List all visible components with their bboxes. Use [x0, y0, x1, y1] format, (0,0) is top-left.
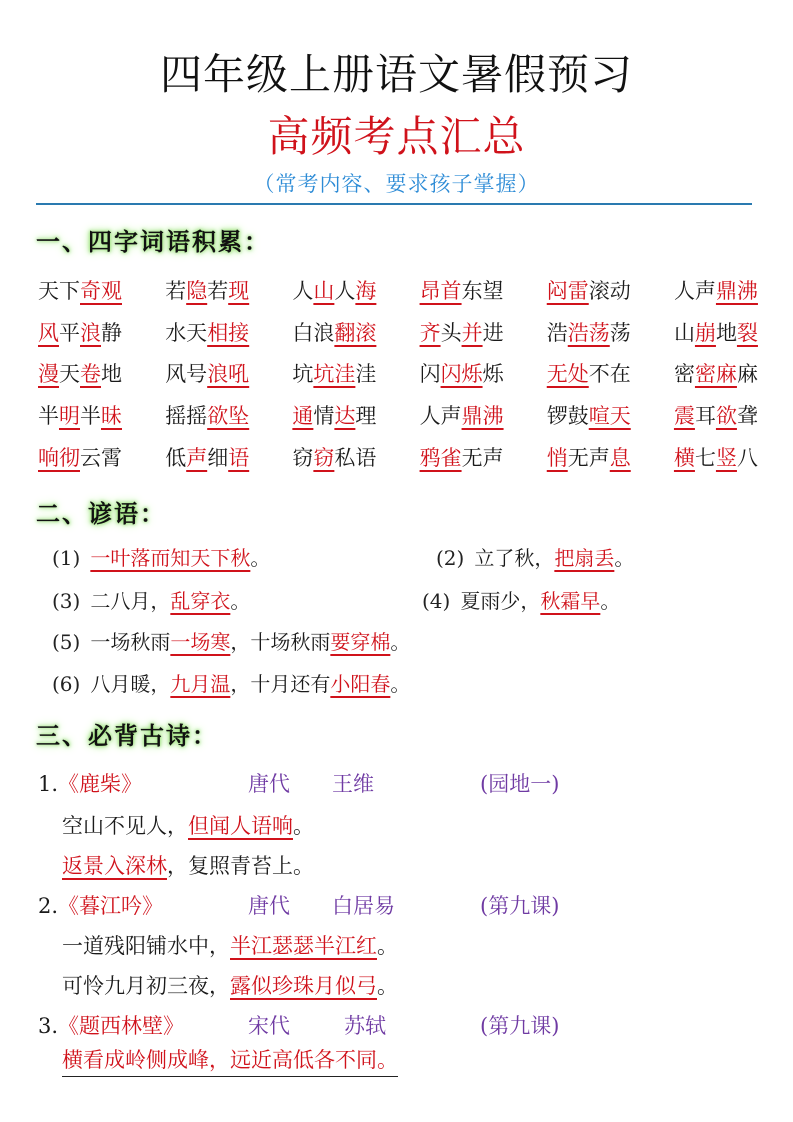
idiom-given: 进: [482, 321, 504, 345]
idiom-answer: 浩荡: [567, 321, 610, 345]
idiom-row: [38, 358, 758, 388]
idiom: [165, 358, 249, 388]
proverb-6: (6) 八月暖，九月温，十月还有小阳春。: [52, 672, 411, 696]
idiom: [547, 275, 631, 305]
poems-heading: 三、必背古诗：: [36, 721, 218, 750]
idiom-answer: 无处: [546, 362, 589, 386]
idiom-answer: 隐: [186, 279, 208, 303]
idiom: [165, 275, 249, 305]
idiom-answer: 齐: [419, 321, 441, 345]
idiom: [547, 442, 631, 472]
idioms-heading: 一、四字词语积累：: [36, 227, 270, 256]
idiom-answer: 闷雷: [546, 279, 589, 303]
proverb-number: (2): [436, 546, 465, 570]
idiom-given: 人: [292, 279, 314, 303]
idiom-answer: 奇观: [80, 279, 122, 303]
idiom-answer: 昧: [101, 404, 122, 428]
idiom-given: 云霄: [80, 446, 122, 470]
idiom-given: 静: [101, 321, 122, 345]
idiom-row: [38, 400, 758, 430]
proverb-answer: 要穿棉: [330, 630, 391, 654]
idiom-given: 浩: [546, 321, 568, 345]
poem-1-header: [38, 768, 738, 798]
idiom-given: 烁: [482, 362, 504, 386]
poem-number: 3.: [38, 1014, 59, 1038]
poem-answer: 半江瑟瑟半江红: [230, 934, 377, 958]
idiom-answer: 窃: [313, 446, 335, 470]
idiom-given: 八: [736, 446, 758, 470]
idiom-row: [38, 442, 758, 472]
idiom-answer: 鼎沸: [461, 404, 504, 428]
idiom-answer: 相接: [207, 321, 250, 345]
poem-answer: 但闻人语响: [188, 814, 293, 838]
idiom-given: 摇摇: [165, 404, 208, 428]
idiom-answer: 明: [59, 404, 80, 428]
idiom-answer: 达: [334, 404, 356, 428]
proverb-number: (5): [52, 630, 81, 654]
poem-title: 《暮江吟》: [58, 894, 164, 918]
idiom-answer: 欲: [715, 404, 737, 428]
proverb-number: (1): [52, 546, 81, 570]
proverb-3: (3) 二八月，乱穿衣。: [52, 589, 251, 613]
poem-1-line-1: 空山不见人，但闻人语响。: [62, 814, 314, 838]
idiom-answer: 闪烁: [440, 362, 483, 386]
idiom-given: 头: [440, 321, 462, 345]
idiom: [547, 317, 631, 347]
poem-dynasty: 唐代: [248, 894, 290, 918]
idiom: [547, 358, 631, 388]
idiom: [165, 400, 249, 430]
idiom-given: 白浪: [292, 321, 335, 345]
idiom-answer: 山: [313, 279, 335, 303]
poem-author: 白居易: [332, 894, 395, 918]
proverb-answer: 秋霜早: [540, 589, 601, 613]
idiom-answer: 浪: [80, 321, 101, 345]
idiom: [292, 442, 376, 472]
idiom-given: 天下: [38, 279, 80, 303]
idiom-given: 若: [207, 279, 229, 303]
poem-3-header: [38, 1010, 738, 1040]
idiom: [674, 442, 758, 472]
idiom-answer: 欲坠: [207, 404, 250, 428]
poem-number: 1.: [38, 772, 59, 796]
poem-2-header: [38, 890, 738, 920]
idiom-given: 天: [59, 362, 80, 386]
idiom-answer: 风: [38, 321, 59, 345]
idiom-answer: 喧天: [588, 404, 631, 428]
idiom: [292, 358, 376, 388]
poem-answer: 露似珍珠月似弓: [230, 974, 377, 998]
idiom: [292, 317, 376, 347]
poem-author: 苏轼: [344, 1014, 386, 1038]
idiom: [547, 400, 631, 430]
proverb-answer: 把扇丢: [554, 546, 615, 570]
proverb-number: (6): [52, 672, 81, 696]
poem-answer: 返景入深林: [62, 854, 167, 878]
page-subtitle: 高频考点汇总: [267, 112, 526, 161]
proverb-answer: 一场寒: [170, 630, 231, 654]
idiom-given: 七: [694, 446, 716, 470]
poem-source: (第九课): [480, 1014, 560, 1038]
poem-author: 王维: [332, 772, 374, 796]
idiom: [420, 400, 504, 430]
idiom-answer: 横: [673, 446, 695, 470]
idiom-answer: 昂首: [419, 279, 462, 303]
idiom-answer: 震: [673, 404, 695, 428]
idiom-given: 理: [355, 404, 377, 428]
idiom-given: 情: [313, 404, 335, 428]
idiom-given: 密: [673, 362, 695, 386]
idiom-given: 半: [38, 404, 59, 428]
idiom-given: 低: [165, 446, 187, 470]
idiom-answer: 卷: [80, 362, 101, 386]
idiom-given: 人声: [419, 404, 462, 428]
idiom-given: 私语: [334, 446, 377, 470]
poem-1-line-2: 返景入深林，复照青苔上。: [62, 854, 314, 878]
idiom-answer: 裂: [736, 321, 758, 345]
idiom: [292, 400, 376, 430]
proverb-number: (3): [52, 589, 81, 613]
idiom: [420, 317, 504, 347]
proverb-answer: 一叶落而知天下秋: [90, 546, 251, 570]
proverb-5: (5) 一场秋雨一场寒，十场秋雨要穿棉。: [52, 630, 411, 654]
idiom-answer: 响彻: [38, 446, 80, 470]
idiom-given: 地: [101, 362, 122, 386]
idiom-given: 山: [673, 321, 695, 345]
idiom: [38, 317, 122, 347]
poem-source: (园地一): [480, 772, 560, 796]
idiom: [420, 442, 504, 472]
poem-dynasty: 唐代: [248, 772, 290, 796]
idiom-given: 不在: [588, 362, 631, 386]
idiom-given: 水天: [165, 321, 208, 345]
idiom-answer: 悄: [546, 446, 568, 470]
idiom-given: 麻: [736, 362, 758, 386]
idiom-given: 半: [80, 404, 101, 428]
idiom: [38, 442, 122, 472]
idiom-given: 若: [165, 279, 187, 303]
idiom-row: [38, 275, 758, 305]
poem-dynasty: 宋代: [248, 1014, 290, 1038]
idiom: [674, 400, 758, 430]
page-note: （常考内容、要求孩子掌握）: [253, 172, 540, 196]
proverb-number: (4): [422, 589, 451, 613]
idiom: [38, 400, 122, 430]
idiom-answer: 竖: [715, 446, 737, 470]
idiom-answer: 鼎沸: [715, 279, 758, 303]
poem-number: 2.: [38, 894, 59, 918]
proverb-4: (4) 夏雨少，秋霜早。: [422, 589, 621, 613]
idiom-given: 洼: [355, 362, 377, 386]
poem-2-line-2: 可怜九月初三夜，露似珍珠月似弓。: [62, 974, 398, 998]
idiom-answer: 翻滚: [334, 321, 377, 345]
idiom-given: 耳: [694, 404, 716, 428]
idiom-given: 人声: [673, 279, 716, 303]
page-title: 四年级上册语文暑假预习: [159, 50, 633, 99]
idiom: [674, 317, 758, 347]
idiom-given: 无声: [567, 446, 610, 470]
idiom: [38, 275, 122, 305]
proverbs-heading: 二、谚语：: [36, 499, 166, 528]
idiom-answer: 现: [228, 279, 250, 303]
idiom-answer: 语: [228, 446, 250, 470]
idiom-given: 闪: [419, 362, 441, 386]
idiom: [38, 358, 122, 388]
idiom-given: 细: [207, 446, 229, 470]
idiom-answer: 密麻: [694, 362, 737, 386]
poem-title: 《鹿柴》: [58, 772, 143, 796]
idiom-given: 坑: [292, 362, 314, 386]
idiom-answer: 崩: [694, 321, 716, 345]
proverb-answer: 乱穿衣: [170, 589, 231, 613]
proverb-2: (2) 立了秋，把扇丢。: [436, 546, 635, 570]
idiom: [674, 275, 758, 305]
header-divider: [36, 203, 752, 205]
idiom-given: 窃: [292, 446, 314, 470]
poem-2-line-1: 一道残阳铺水中，半江瑟瑟半江红。: [62, 934, 398, 958]
idiom-given: 滚动: [588, 279, 631, 303]
idiom-answer: 浪吼: [207, 362, 250, 386]
idiom: [674, 358, 758, 388]
idiom-row: [38, 317, 758, 347]
idiom: [292, 275, 376, 305]
idiom-answer: 漫: [38, 362, 59, 386]
idiom: [165, 442, 249, 472]
idiom-answer: 声: [186, 446, 208, 470]
idiom-given: 地: [715, 321, 737, 345]
proverb-answer: 小阳春: [330, 672, 391, 696]
idiom: [165, 317, 249, 347]
idiom-answer: 海: [355, 279, 377, 303]
idiom-given: 人: [334, 279, 356, 303]
idiom: [420, 358, 504, 388]
idiom: [420, 275, 504, 305]
idiom-answer: 息: [609, 446, 631, 470]
idiom-given: 无声: [461, 446, 504, 470]
poem-source: (第九课): [480, 894, 560, 918]
proverb-1: (1) 一叶落而知天下秋。: [52, 546, 271, 570]
idiom-given: 荡: [609, 321, 631, 345]
idiom-given: 平: [59, 321, 80, 345]
idiom-given: 聋: [736, 404, 758, 428]
idiom-given: 锣鼓: [546, 404, 589, 428]
idiom-answer: 鸦雀: [419, 446, 462, 470]
idiom-given: 东望: [461, 279, 504, 303]
idiom-answer: 坑洼: [313, 362, 356, 386]
idiom-answer: 并: [461, 321, 483, 345]
idiom-given: 风号: [165, 362, 208, 386]
poem-title: 《题西林壁》: [58, 1014, 185, 1038]
poem-3-line-1: 横看成岭侧成峰，远近高低各不同。: [62, 1044, 398, 1077]
proverb-answer: 九月温: [170, 672, 231, 696]
idiom-answer: 通: [292, 404, 314, 428]
